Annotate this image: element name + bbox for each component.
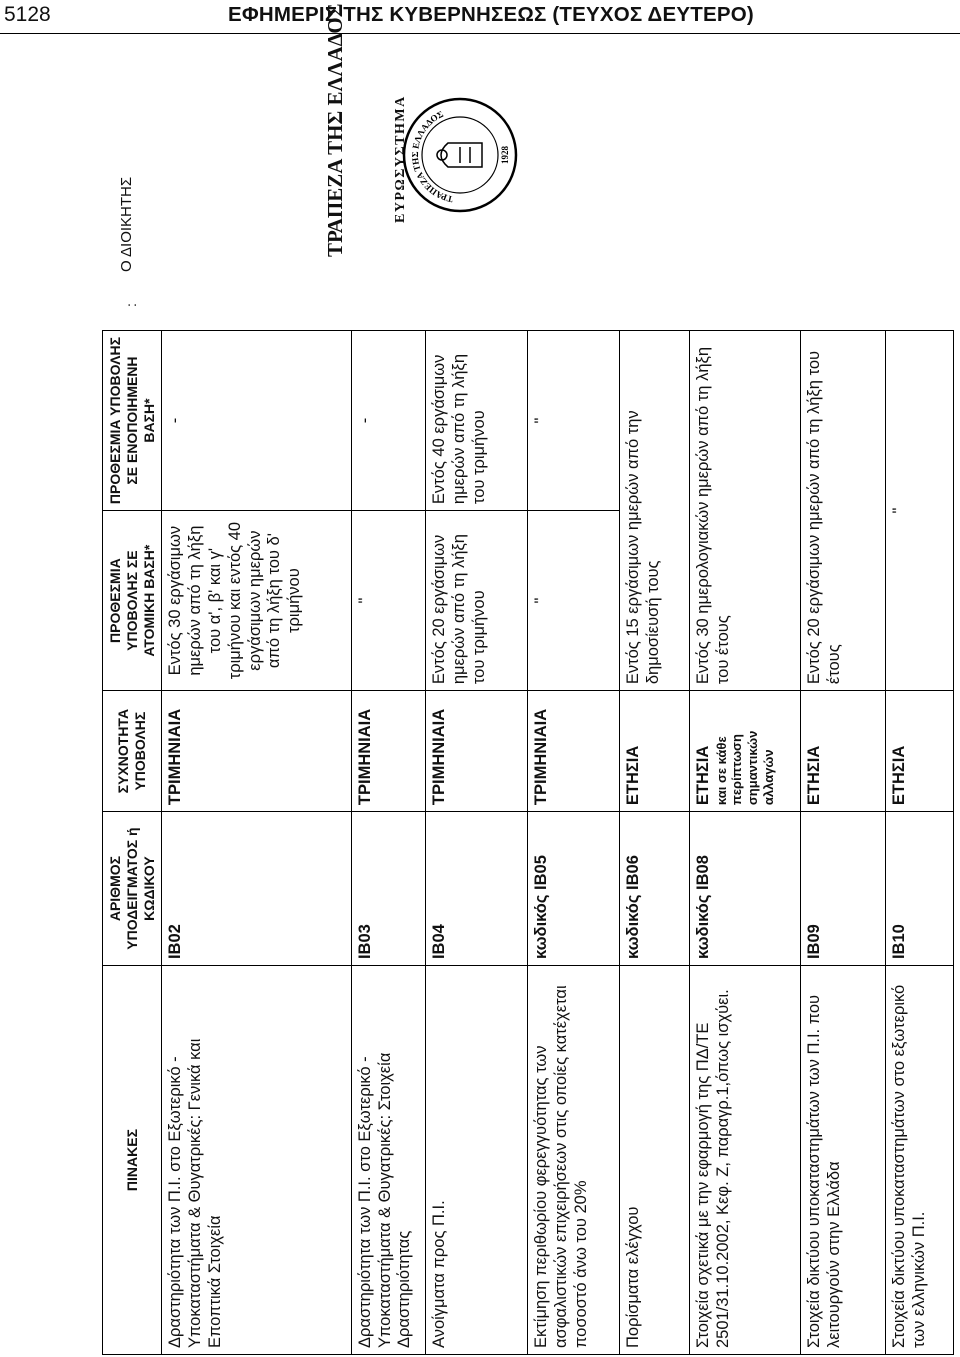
row-deadline-consolidated: Εντός 40 εργάσιμων ημερών από τη λήξη του τριμήνου (426, 331, 528, 511)
table-row (528, 331, 620, 1355)
row-code: ΙΒ04 (426, 812, 528, 966)
row-deadline-individual: " (528, 511, 620, 691)
row-frequency: ΕΤΗΣΙΑ (619, 691, 689, 812)
row-code: ΙΒ02 (162, 812, 351, 966)
row-deadline-individual: " (351, 511, 425, 691)
row-table-name: Ανοίγματα προς Π.Ι. (426, 966, 528, 1355)
table-row (619, 331, 689, 1355)
header-deadline-consolidated: ΠΡΟΘΕΣΜΙΑ ΥΠΟΒΟΛΗΣ ΣΕ ΕΝΟΠΟΙΗΜΕΝΗ ΒΑΣΗ* (103, 331, 162, 511)
table-row (885, 331, 953, 1355)
table-row (351, 331, 425, 1355)
page-header (0, 0, 960, 34)
row-frequency: ΕΤΗΣΙΑ (885, 691, 953, 812)
row-deadline-merged: " (885, 331, 953, 691)
header-code: ΑΡΙΘΜΟΣ ΥΠΟΔΕΙΓΜΑΤΟΣ ή ΚΩΔΙΚΟΥ (103, 812, 162, 966)
page-number: 5128 (4, 3, 51, 26)
row-frequency: ΤΡΙΜΗΝΙΑΙΑ (162, 691, 351, 812)
row-code: ΙΒ10 (885, 812, 953, 966)
row-frequency: ΕΤΗΣΙΑ (694, 745, 713, 806)
governor-label: Ο ΔΙΟΙΚΗΤΗΣ (118, 176, 135, 272)
table-row (162, 331, 351, 1355)
row-frequency: ΤΡΙΜΗΝΙΑΙΑ (426, 691, 528, 812)
row-code: ΙΒ03 (351, 812, 425, 966)
row-table-name: Στοιχεία δικτύου υποκαταστημάτων των Π.Ι. που λειτουργούν στην Ελλάδα (800, 966, 885, 1355)
table-row (690, 331, 801, 1355)
table-row (800, 331, 885, 1355)
row-deadline-consolidated: " (528, 331, 620, 511)
row-code: κωδικός ΙΒ08 (690, 812, 801, 966)
bank-seal-logo (400, 95, 520, 215)
row-table-name: Στοιχεία σχετικά με την εφαρμογή της ΠΔ/ΤΕ 2501/31.10.2002, Κεφ. Ζ, παραγρ.1,όπως ισχύει. (690, 966, 801, 1355)
row-deadline-merged: Εντός 20 εργάσιμων ημερών από τη λήξη του έτους (800, 331, 885, 691)
row-deadline-consolidated: - (162, 331, 351, 511)
row-frequency-note: και σε κάθε περίπτωση σημαντικών αλλαγών (713, 730, 776, 806)
row-deadline-individual: Εντός 20 εργάσιμων ημερών από τη λήξη του τριμήνου (426, 511, 528, 691)
table-row (426, 331, 528, 1355)
bank-subtitle: ΕΥΡΩΣΥΣΤΗΜΑ (393, 95, 408, 223)
row-deadline-consolidated: - (351, 331, 425, 511)
gazette-title: ΕΦΗΜΕΡΙΣ ΤΗΣ ΚΥΒΕΡΝΗΣΕΩΣ (ΤΕΥΧΟΣ ΔΕΥΤΕΡΟ) (228, 3, 754, 26)
header-tables: ΠΙΝΑΚΕΣ (103, 966, 162, 1355)
row-table-name: Δραστηριότητα των Π.Ι. στο Εξωτερικό - Υποκαταστήματα & Θυγατρικές: Στοιχεία Δραστηριότητας (351, 966, 425, 1355)
row-table-name: Στοιχεία δικτύου υποκαταστημάτων στο εξωτερικό των ελληνικών Π.Ι. (885, 966, 953, 1355)
colon-mark: : (123, 303, 139, 307)
row-frequency: ΤΡΙΜΗΝΙΑΙΑ (351, 691, 425, 812)
row-deadline-merged: Εντός 30 ημερολογιακών ημερών από τη λήξη του έτους (690, 331, 801, 691)
row-table-name: Εκτίμηση περιθωρίου φερεγγυότητας των ασφαλιστικών επιχειρήσεων στις οποίες κατέχεται ποσοστό άνω του 20% (528, 966, 620, 1355)
bank-name: ΤΡΑΠΕΖΑ ΤΗΣ ΕΛΛΑΔΟΣ (323, 3, 347, 257)
row-code: ΙΒ09 (800, 812, 885, 966)
row-frequency: ΕΤΗΣΙΑ (800, 691, 885, 812)
seal-text: ΤΡΑΠΕΖΑ ΤΗΣ ΕΛΛΑΔΟΣ (409, 108, 454, 205)
header-frequency: ΣΥΧΝΟΤΗΤΑ ΥΠΟΒΟΛΗΣ (103, 691, 162, 812)
header-deadline-individual: ΠΡΟΘΕΣΜΙΑ ΥΠΟΒΟΛΗΣ ΣΕ ΑΤΟΜΙΚΗ ΒΑΣΗ* (103, 511, 162, 691)
row-table-name: Πορίσματα ελέγχου (619, 966, 689, 1355)
row-code: κωδικός ΙΒ06 (619, 812, 689, 966)
row-deadline-merged: Εντός 15 εργάσιμων ημερών από την δημοσίευσή τους (619, 331, 689, 691)
row-frequency: ΤΡΙΜΗΝΙΑΙΑ (528, 691, 620, 812)
seal-year: 1928 (500, 146, 510, 164)
table-header-row (103, 331, 162, 1355)
row-deadline-individual: Εντός 30 εργάσιμων ημερών από τη λήξη του α', β' και γ' τριμήνου και εντός 40 εργάσιμων ημερών από τη λήξη του δ' τριμήνου (162, 511, 351, 691)
reporting-table (102, 330, 954, 1355)
row-frequency-cell (690, 691, 801, 812)
row-table-name: Δραστηριότητα των Π.Ι. στο Εξωτερικό - Υποκαταστήματα & Θυγατρικές: Γενικά και Εποπτικά Στοιχεία (162, 966, 351, 1355)
row-code: κωδικός ΙΒ05 (528, 812, 620, 966)
